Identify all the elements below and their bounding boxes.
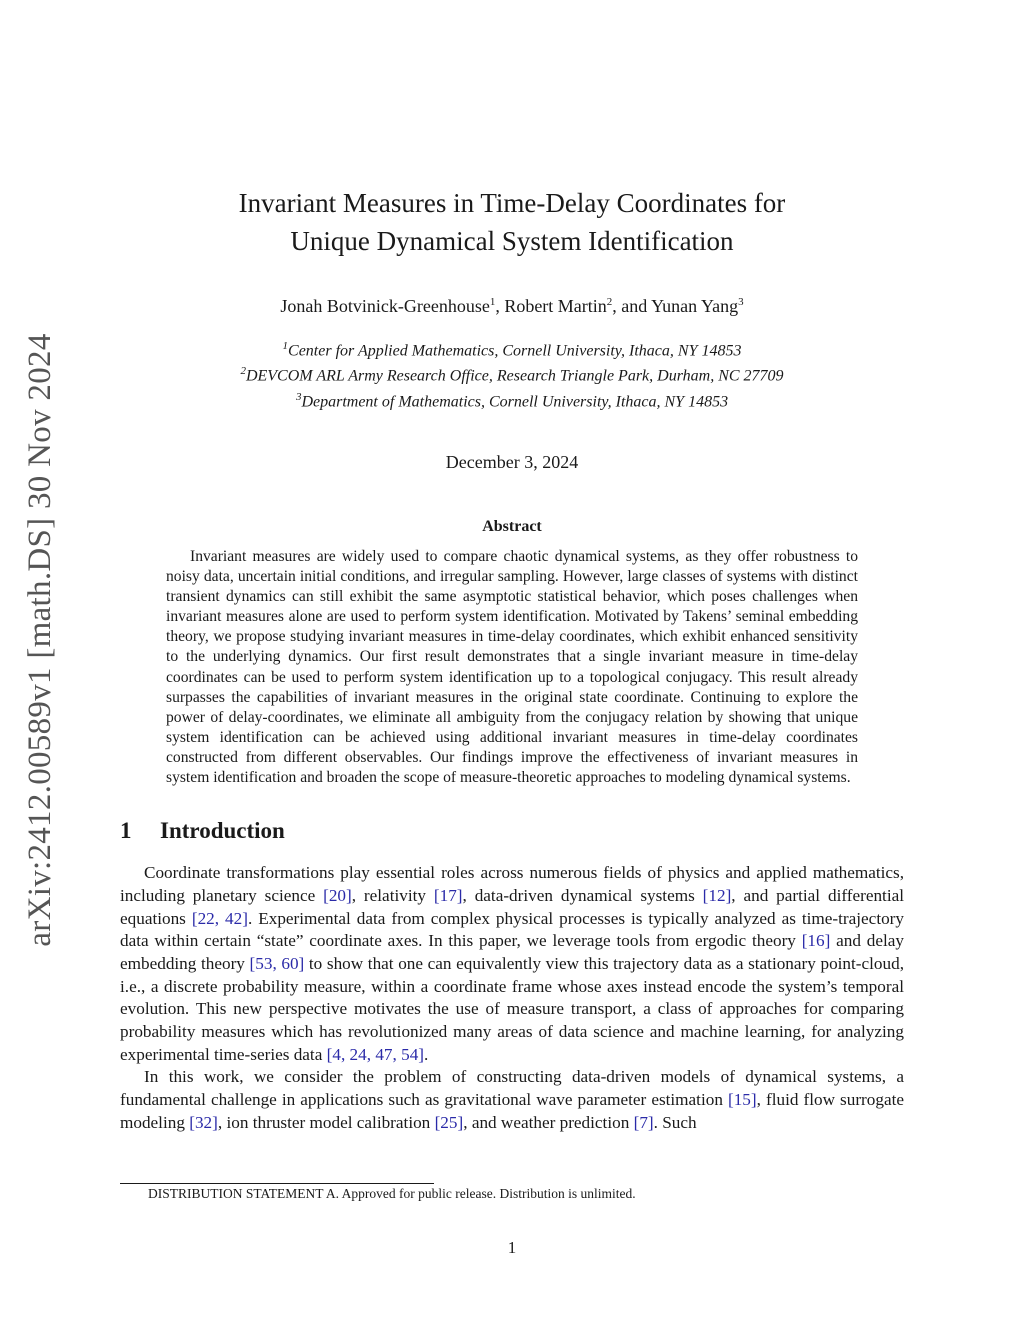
paper-date: December 3, 2024 [445, 451, 579, 472]
section-number: 1 [120, 818, 132, 844]
footnote-rule [120, 1183, 434, 1184]
section-heading [120, 818, 904, 844]
affiliation-list [120, 336, 904, 412]
affiliation: $^3$Department of Mathematics, Cornell University, Ithaca, NY 14853 [295, 390, 729, 410]
author-list: Jonah Botvinick-Greenhouse$^1$, Robert Martin$^2$, and Yunan Yang$^3$ [280, 296, 744, 316]
citation-link[interactable]: [17] [433, 885, 463, 905]
paragraph [120, 1066, 904, 1134]
paragraph-text: . Experimental data from complex physical processes is typically analyzed as time-trajectory data within certain “state” coordinate axes. In this paper, we leverage tools from ergodic theory [120, 908, 904, 951]
paragraph-text: , and partial differential equations [120, 885, 905, 928]
citation-link[interactable]: [15] [727, 1090, 757, 1110]
paragraph-text: In this work, we consider the problem of constructing data-driven models of dynamical systems, a fundamental challenge in applications such as gravitational wave parameter estimation [120, 1067, 904, 1110]
paragraph-text: Coordinate transformations play essential roles across numerous fields of physics and applied mathematics, including planetary science [120, 863, 904, 905]
paragraph-text: . Such [653, 1112, 697, 1132]
abstract-text: Invariant measures are widely used to compare chaotic dynamical systems, as they offer robustness to noisy data, uncertain initial conditions, and irregular sampling. However, large classes of systems with distinct transient dynamics can still exhibit the same asymptotic statistical behavior, which poses challenges when invariant measures alone are used to perform system identification. Motivated by Takens’ seminal embedding theory, we propose studying invariant measures in time-delay coordinates, which exhibit enhanced sensitivity to the underlying dynamics. Our first result demonstrates that a single invariant measure in time-delay coordinates can be used to perform system identification up to a topological conjugacy. This result already surpasses the capabilities of invariant measures in the original state coordinate. Continuing to explore the power of delay-coordinates, we eliminate all ambiguity from the conjugacy relation by showing that unique system identification can be achieved using additional invariant measures in time-delay coordinates constructed from different observables. Our findings improve the effectiveness of invariant measures in system identification and broaden the scope of measure-theoretic approaches to modeling dynamical systems. [166, 547, 858, 787]
abstract-heading: Abstract [482, 517, 542, 535]
paragraph-text: , fluid flow surrogate modeling [120, 1090, 905, 1132]
paragraph-text: , relativity [351, 885, 434, 905]
title-line-2: Unique Dynamical System Identification [290, 226, 734, 256]
citation-link[interactable]: [22, 42] [191, 908, 248, 928]
author: Robert Martin$^2$ [504, 296, 613, 316]
author: Yunan Yang$^3$ [651, 296, 744, 316]
citation-link[interactable]: [53, 60] [249, 953, 305, 973]
paragraph-text: to show that one can equivalently view this trajectory data as a stationary point-cloud, i.e., a discrete probability measure, within a coordinate frame whose axes instead encode the system’s temporal evolution. This new perspective motivates the use of measure transport, a class of approaches for comparing probability measures which has revolutionized many areas of data science and machine learning, for analyzing experimental time-series data [120, 953, 905, 1064]
arxiv-identifier-stamp: arXiv:2412.00589v1 [math.DS] 30 Nov 2024 [22, 333, 58, 947]
section-title: Introduction [160, 818, 285, 844]
citation-link[interactable]: [7] [633, 1112, 654, 1132]
paragraph-text: . [424, 1044, 429, 1064]
title-line-1: Invariant Measures in Time-Delay Coordinates for [238, 188, 786, 218]
paragraph [120, 862, 904, 1066]
paper-title [120, 184, 904, 260]
citation-link[interactable]: [12] [702, 885, 732, 905]
page-number: 1 [507, 1238, 517, 1257]
citation-link[interactable]: [16] [801, 931, 831, 951]
citation-link[interactable]: [4, 24, 47, 54] [326, 1044, 425, 1064]
citation-link[interactable]: [20] [323, 885, 352, 905]
paragraph-text: , and weather prediction [463, 1112, 634, 1132]
affiliation: $^1$Center for Applied Mathematics, Cornell University, Ithaca, NY 14853 [282, 340, 742, 360]
paragraph-text: , data-driven dynamical systems [462, 885, 703, 905]
paper-page [120, 0, 904, 1135]
paragraph-text: , ion thruster model calibration [217, 1112, 435, 1132]
affiliation: $^2$DEVCOM ARL Army Research Office, Research Triangle Park, Durham, NC 27709 [240, 365, 784, 385]
citation-link[interactable]: [25] [434, 1112, 464, 1132]
footnote: DISTRIBUTION STATEMENT A. Approved for public release. Distribution is unlimited. [148, 1186, 636, 1201]
citation-link[interactable]: [32] [189, 1112, 218, 1132]
author: Jonah Botvinick-Greenhouse$^1$ [280, 296, 496, 316]
paragraph-text: and delay embedding theory [120, 931, 904, 973]
section-body [120, 862, 904, 1134]
